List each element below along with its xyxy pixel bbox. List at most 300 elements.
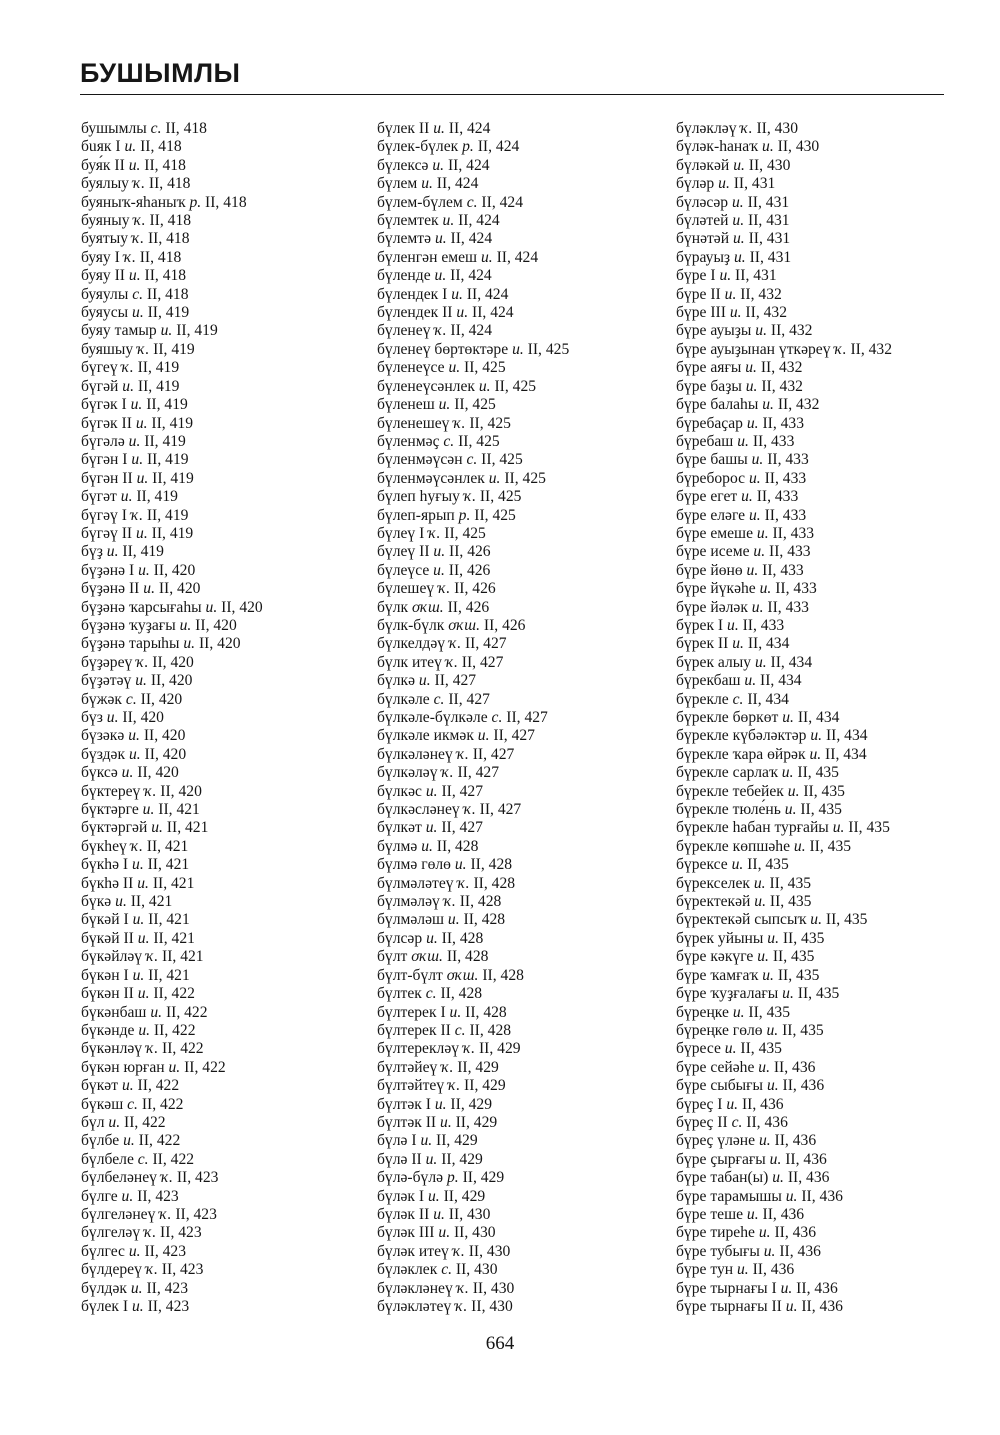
- index-entry: [377, 580, 569, 598]
- index-entry: [377, 175, 569, 193]
- entry-headword: бүленгән емеш: [377, 248, 481, 266]
- entry-pos: и.: [733, 156, 745, 174]
- entry-pos: и.: [744, 672, 757, 690]
- index-entry: [676, 838, 892, 856]
- entry-pos: ҡ.: [130, 506, 143, 524]
- index-entry: [81, 1243, 263, 1261]
- index-entry: [377, 1096, 569, 1114]
- entry-ref: II, 432: [741, 304, 788, 322]
- index-entry: [377, 1206, 569, 1224]
- index-entry: [81, 415, 263, 433]
- entry-ref: II, 434: [793, 709, 840, 726]
- index-entry: [377, 985, 569, 1003]
- entry-ref: II, 419: [142, 506, 189, 524]
- index-entry: [377, 1040, 569, 1058]
- entry-pos: и.: [434, 1095, 447, 1113]
- index-entry: [377, 1298, 569, 1316]
- index-entry: [81, 1298, 263, 1316]
- entry-column-2: [377, 120, 569, 1316]
- entry-headword: бүлем-бүлем: [377, 193, 467, 211]
- entry-pos: и.: [782, 709, 794, 726]
- entry-headword: бүреҫ I: [676, 1095, 727, 1113]
- index-entry: [81, 893, 263, 911]
- entry-ref: II, 420: [118, 709, 164, 726]
- entry-headword: бүректекәй: [676, 893, 755, 911]
- index-entry: [676, 415, 892, 433]
- entry-ref: II, 421: [144, 911, 190, 929]
- index-entry: [377, 1151, 569, 1169]
- index-entry: [377, 1261, 569, 1279]
- entry-headword: бүленеү: [377, 322, 435, 340]
- entry-headword: бүкән I: [81, 966, 133, 984]
- entry-pos: ҡ.: [448, 635, 462, 653]
- entry-headword: бүгәү II: [81, 524, 137, 542]
- entry-pos: и.: [418, 672, 431, 690]
- entry-ref: II, 419: [143, 304, 190, 322]
- entry-pos: и.: [762, 396, 774, 414]
- index-entry: [377, 525, 569, 543]
- entry-ref: II, 426: [444, 561, 491, 579]
- entry-pos: и.: [741, 488, 753, 506]
- entry-headword: бүлешеү: [377, 580, 439, 598]
- entry-pos: и.: [724, 1040, 737, 1058]
- entry-headword: бүлкелдәү: [377, 635, 449, 653]
- entry-headword: бүлексә: [377, 156, 433, 174]
- entry-headword: буяныу: [81, 212, 134, 230]
- index-entry: [81, 672, 263, 690]
- entry-ref: II, 429: [432, 1132, 478, 1150]
- index-entry: [676, 985, 892, 1003]
- entry-pos: и.: [755, 322, 767, 340]
- entry-ref: II, 429: [446, 1095, 493, 1113]
- index-entry: [81, 1114, 263, 1132]
- entry-headword: бүре егет: [676, 488, 742, 506]
- entry-pos: и.: [106, 709, 119, 726]
- index-entry: [81, 525, 263, 543]
- index-entry: [377, 709, 569, 727]
- index-entry: [377, 120, 569, 138]
- entry-pos: и.: [120, 488, 133, 506]
- index-entry: [676, 948, 892, 966]
- entry-ref: II, 430: [752, 120, 799, 137]
- index-entry: [81, 230, 263, 248]
- entry-pos: и.: [428, 1187, 440, 1205]
- entry-ref: II, 435: [778, 929, 825, 947]
- index-entry: [676, 727, 892, 745]
- entry-headword: бүҙәнә II: [81, 580, 144, 598]
- entry-headword: бүләкәй: [676, 156, 734, 174]
- entry-ref: II, 428: [436, 985, 483, 1003]
- entry-pos: ҡ.: [144, 782, 157, 800]
- entry-pos: ҡ.: [434, 322, 447, 340]
- entry-ref: II, 420: [139, 727, 186, 745]
- entry-ref: II, 436: [742, 1113, 788, 1131]
- entry-ref: II, 424: [446, 322, 493, 340]
- entry-ref: II, 435: [743, 856, 789, 874]
- entry-headword: бүлмәләш: [377, 911, 448, 929]
- index-entry: [81, 451, 263, 469]
- index-entry: [81, 985, 263, 1003]
- entry-pos: и.: [132, 911, 145, 929]
- entry-pos: и.: [754, 893, 766, 911]
- entry-pos: и.: [724, 285, 737, 303]
- entry-headword: бүкһеү: [81, 837, 131, 855]
- entry-headword: бүленде: [377, 267, 435, 285]
- entry-pos: и.: [136, 524, 148, 542]
- entry-ref: II, 436: [738, 1095, 784, 1113]
- entry-ref: II, 425: [523, 340, 570, 358]
- entry-ref: II, 428: [437, 929, 484, 947]
- entry-headword: буяшыу: [81, 340, 138, 358]
- index-entry: [81, 948, 263, 966]
- index-entry: [377, 1077, 569, 1095]
- index-entry: [676, 488, 892, 506]
- index-entry: [377, 194, 569, 212]
- entry-pos: и.: [425, 782, 438, 800]
- entry-pos: и.: [719, 267, 732, 285]
- entry-headword: бүре ҫырғағы: [676, 1150, 770, 1168]
- entry-headword: бүлкәсләнеү: [377, 801, 464, 819]
- entry-headword: бүрекле бөркөт: [676, 709, 783, 726]
- index-entry: [377, 322, 569, 340]
- entry-headword: бүлдереү: [81, 1261, 146, 1279]
- index-entry: [377, 1280, 569, 1298]
- entry-ref: II, 422: [150, 1021, 196, 1039]
- entry-ref: II, 436: [797, 1187, 843, 1205]
- entry-pos: и.: [449, 1003, 462, 1021]
- entry-ref: II, 431: [744, 230, 791, 248]
- entry-pos: и.: [785, 1298, 798, 1315]
- entry-pos: ҡ.: [453, 414, 466, 432]
- entry-ref: II, 436: [778, 1077, 825, 1095]
- index-entry: [676, 433, 892, 451]
- entry-ref: II, 420: [149, 561, 196, 579]
- entry-ref: II, 425: [454, 432, 500, 450]
- entry-headword: бүләк-һанаҡ: [676, 138, 763, 156]
- index-entry: [676, 967, 892, 985]
- index-entry: [81, 783, 263, 801]
- entry-headword: бүкә: [81, 893, 116, 911]
- entry-headword: бүктереү: [81, 782, 145, 800]
- entry-pos: и.: [758, 1132, 771, 1150]
- entry-headword: бүлемтә: [377, 230, 435, 248]
- entry-pos: и.: [732, 635, 744, 653]
- entry-headword: бүлеп-ярып: [377, 506, 459, 524]
- entry-pos: оҡш.: [446, 966, 479, 984]
- index-entry: [676, 709, 892, 727]
- entry-ref: II, 419: [143, 451, 189, 469]
- index-entry: [377, 230, 569, 248]
- entry-ref: II, 429: [475, 1040, 521, 1058]
- index-entry: [676, 783, 892, 801]
- entry-pos: и.: [718, 175, 730, 193]
- index-entry: [81, 856, 263, 874]
- index-entry: [377, 1224, 569, 1242]
- entry-headword: бүрекбаш: [676, 672, 745, 690]
- entry-pos: и.: [757, 948, 769, 966]
- entry-pos: ҡ.: [144, 1224, 157, 1242]
- index-entry: [676, 359, 892, 377]
- index-entry: [377, 212, 569, 230]
- index-entry: [676, 930, 892, 948]
- entry-headword: бүлеп һуғыу: [377, 488, 464, 506]
- entry-ref: II, 428: [455, 893, 502, 911]
- index-entry: [81, 709, 263, 727]
- entry-headword: бүҙәтәү: [81, 672, 136, 690]
- index-entry: [676, 286, 892, 304]
- entry-headword: бүлгеләү: [81, 1224, 145, 1242]
- entry-ref: II, 427: [437, 782, 484, 800]
- index-entry: [377, 341, 569, 359]
- entry-ref: II, 430: [468, 1279, 515, 1297]
- entry-pos: с.: [466, 451, 478, 469]
- index-entry: [377, 249, 569, 267]
- entry-headword: бүре тарамышы: [676, 1187, 786, 1205]
- entry-ref: II, 434: [756, 672, 802, 690]
- entry-pos: и.: [121, 1187, 134, 1205]
- index-entry: [676, 856, 892, 874]
- entry-headword: бүленеш: [377, 396, 439, 414]
- entry-pos: и.: [478, 377, 491, 395]
- entry-ref: II, 433: [758, 561, 804, 579]
- entry-ref: II, 424: [468, 304, 514, 322]
- entry-ref: II, 434: [743, 635, 790, 653]
- entry-ref: II, 419: [140, 432, 186, 450]
- entry-ref: II, 433: [758, 414, 805, 432]
- index-entry: [81, 635, 263, 653]
- entry-headword: бүлк: [377, 598, 412, 616]
- entry-pos: и.: [751, 598, 764, 616]
- entry-ref: II, 418: [140, 156, 186, 174]
- entry-ref: II, 418: [144, 230, 190, 248]
- entry-pos: и.: [480, 248, 493, 266]
- entry-ref: II, 435: [844, 819, 890, 837]
- entry-pos: и.: [759, 580, 772, 598]
- entry-headword: бүрек алыу: [676, 653, 755, 671]
- entry-pos: с.: [732, 690, 744, 708]
- entry-ref: II, 433: [748, 432, 795, 450]
- entry-headword: бүлмәләү: [377, 893, 444, 911]
- entry-pos: и.: [784, 801, 797, 819]
- entry-ref: II, 420: [195, 635, 241, 653]
- index-entry: [377, 304, 569, 322]
- entry-pos: ҡ.: [145, 1040, 159, 1058]
- entry-pos: и.: [124, 138, 137, 156]
- entry-ref: II, 418: [140, 267, 187, 285]
- entry-ref: II, 427: [489, 727, 535, 745]
- index-entry: [676, 1004, 892, 1022]
- entry-ref: II, 428: [466, 856, 513, 874]
- entry-ref: II, 427: [444, 690, 490, 708]
- entry-pos: и.: [128, 745, 141, 763]
- entry-headword: бүлтерекләү: [377, 1040, 463, 1058]
- entry-pos: ҡ.: [136, 653, 149, 671]
- index-entry: [676, 819, 892, 837]
- entry-pos: р.: [458, 506, 471, 524]
- entry-ref: II, 420: [154, 580, 201, 598]
- entry-pos: ҡ.: [457, 874, 470, 892]
- entry-headword: бүлә-бүлә: [377, 1169, 447, 1187]
- entry-headword: бүлтерек I: [377, 1003, 450, 1021]
- entry-ref: II, 431: [743, 193, 790, 211]
- entry-pos: и.: [512, 340, 524, 358]
- entry-ref: II, 419: [147, 414, 193, 432]
- index-entry: [81, 819, 263, 837]
- index-entry: [81, 304, 263, 322]
- entry-pos: и.: [132, 304, 144, 322]
- entry-ref: II, 421: [148, 874, 195, 892]
- entry-headword: бүләк I: [377, 1187, 428, 1205]
- index-entry: [676, 599, 892, 617]
- index-entry: [377, 819, 569, 837]
- index-entry: [676, 580, 892, 598]
- entry-pos: и.: [121, 764, 134, 782]
- index-entry: [81, 378, 263, 396]
- entry-headword: бүлдәк: [81, 1279, 131, 1297]
- entry-headword: бүләр: [676, 175, 719, 193]
- entry-pos: и.: [454, 856, 467, 874]
- entry-headword: бүреңке: [676, 1003, 733, 1021]
- index-entry: [377, 415, 569, 433]
- entry-headword: бүкәй II: [81, 929, 138, 947]
- entry-ref: II, 436: [797, 1298, 843, 1315]
- entry-headword: бүлбеле: [81, 1150, 138, 1168]
- index-entry: [676, 1022, 892, 1040]
- index-entry: [377, 1004, 569, 1022]
- index-entry: [377, 838, 569, 856]
- index-entry: [81, 764, 263, 782]
- entry-headword: буялыу: [81, 175, 133, 193]
- entry-headword: бүлкәле: [377, 690, 434, 708]
- entry-ref: II, 436: [769, 1058, 816, 1076]
- entry-pos: и.: [135, 414, 148, 432]
- entry-ref: II, 425: [490, 377, 537, 395]
- entry-pos: и.: [108, 1113, 121, 1131]
- entry-pos: ҡ.: [443, 893, 456, 911]
- index-entry: [81, 875, 263, 893]
- entry-ref: II, 428: [461, 1003, 507, 1021]
- entry-ref: II, 435: [799, 782, 845, 800]
- entry-ref: II, 433: [760, 506, 807, 524]
- entry-ref: II, 423: [133, 1187, 179, 1205]
- entry-ref: II, 423: [143, 1298, 190, 1315]
- entry-headword: бүлсәр: [377, 929, 427, 947]
- entry-ref: II, 425: [470, 506, 516, 524]
- entry-ref: II, 420: [140, 745, 187, 763]
- index-entry: [377, 1243, 569, 1261]
- entry-pos: и.: [753, 543, 766, 561]
- entry-headword: бүрекле сарлаҡ: [676, 764, 782, 782]
- entry-headword: бүресе: [676, 1040, 725, 1058]
- entry-pos: и.: [758, 1058, 770, 1076]
- entry-ref: II, 432: [736, 285, 782, 303]
- entry-pos: и.: [767, 929, 779, 947]
- entry-ref: II, 424: [454, 212, 500, 230]
- entry-headword: бүлмә: [377, 837, 422, 855]
- entry-headword: бүре балаһы: [676, 396, 763, 414]
- entry-pos: и.: [421, 837, 433, 855]
- entry-ref: II, 427: [437, 819, 483, 837]
- entry-ref: II, 420: [133, 764, 179, 782]
- entry-ref: II, 422: [120, 1113, 166, 1131]
- index-entry: [81, 488, 263, 506]
- index-entry: [377, 470, 569, 488]
- entry-ref: II, 430: [464, 1242, 511, 1260]
- index-entry: [676, 507, 892, 525]
- entry-pos: и.: [433, 543, 446, 561]
- entry-headword: бүкәнде: [81, 1021, 139, 1039]
- entry-ref: II, 419: [147, 524, 194, 542]
- entry-pos: ҡ.: [740, 120, 753, 137]
- entry-ref: II, 435: [765, 874, 812, 892]
- entry-pos: ҡ.: [456, 1279, 469, 1297]
- entry-pos: оҡш.: [412, 598, 444, 616]
- entry-pos: и.: [425, 1150, 438, 1168]
- entry-ref: II, 430: [467, 1298, 513, 1315]
- entry-pos: ҡ.: [456, 745, 469, 763]
- entry-pos: и.: [781, 764, 794, 782]
- index-entry: [81, 1280, 263, 1298]
- entry-headword: бүлгеләнеү: [81, 1205, 160, 1223]
- index-entry: [81, 286, 263, 304]
- entry-pos: и.: [123, 1132, 135, 1150]
- entry-pos: р.: [189, 193, 202, 211]
- index-entry: [676, 1280, 892, 1298]
- index-entry: [377, 562, 569, 580]
- entry-ref: II, 418: [136, 138, 182, 156]
- entry-ref: II, 424: [462, 285, 509, 303]
- index-entry: [676, 322, 892, 340]
- entry-ref: II, 426: [443, 598, 490, 616]
- entry-headword: бүжәк: [81, 690, 126, 708]
- entry-pos: и.: [737, 432, 749, 450]
- entry-ref: II, 420: [148, 653, 194, 671]
- entry-headword: бүгәк I: [81, 396, 131, 414]
- entry-headword: бүҙәнә I: [81, 561, 139, 579]
- index-entry: [676, 672, 892, 690]
- entry-ref: II, 418: [201, 193, 247, 211]
- index-entry: [377, 948, 569, 966]
- entry-ref: II, 428: [459, 911, 506, 929]
- index-entry: [377, 875, 569, 893]
- entry-ref: II, 431: [744, 212, 790, 230]
- entry-pos: и.: [128, 432, 141, 450]
- index-entry: [676, 654, 892, 672]
- entry-pos: и.: [138, 561, 150, 579]
- entry-pos: и.: [135, 672, 147, 690]
- index-entry: [377, 911, 569, 929]
- entry-ref: II, 424: [477, 193, 524, 211]
- entry-pos: и.: [151, 819, 163, 837]
- entry-ref: II, 424: [444, 120, 491, 137]
- entry-headword: бүре ҡуҙғалағы: [676, 985, 783, 1003]
- entry-pos: и.: [787, 782, 800, 800]
- entry-pos: и.: [442, 212, 455, 230]
- entry-pos: и.: [128, 156, 141, 174]
- entry-ref: II, 422: [180, 1058, 226, 1076]
- entry-ref: II, 433: [738, 616, 785, 634]
- index-entry: [676, 212, 892, 230]
- entry-ref: II, 435: [773, 966, 820, 984]
- entry-headword: бүре башы: [676, 451, 752, 469]
- entry-headword: бүгеү: [81, 359, 122, 377]
- index-entry: [377, 783, 569, 801]
- entry-headword: бүлт: [377, 948, 412, 966]
- entry-ref: II, 424: [432, 175, 479, 193]
- index-entry: [81, 967, 263, 985]
- index-entry: [676, 341, 892, 359]
- index-entry: [377, 691, 569, 709]
